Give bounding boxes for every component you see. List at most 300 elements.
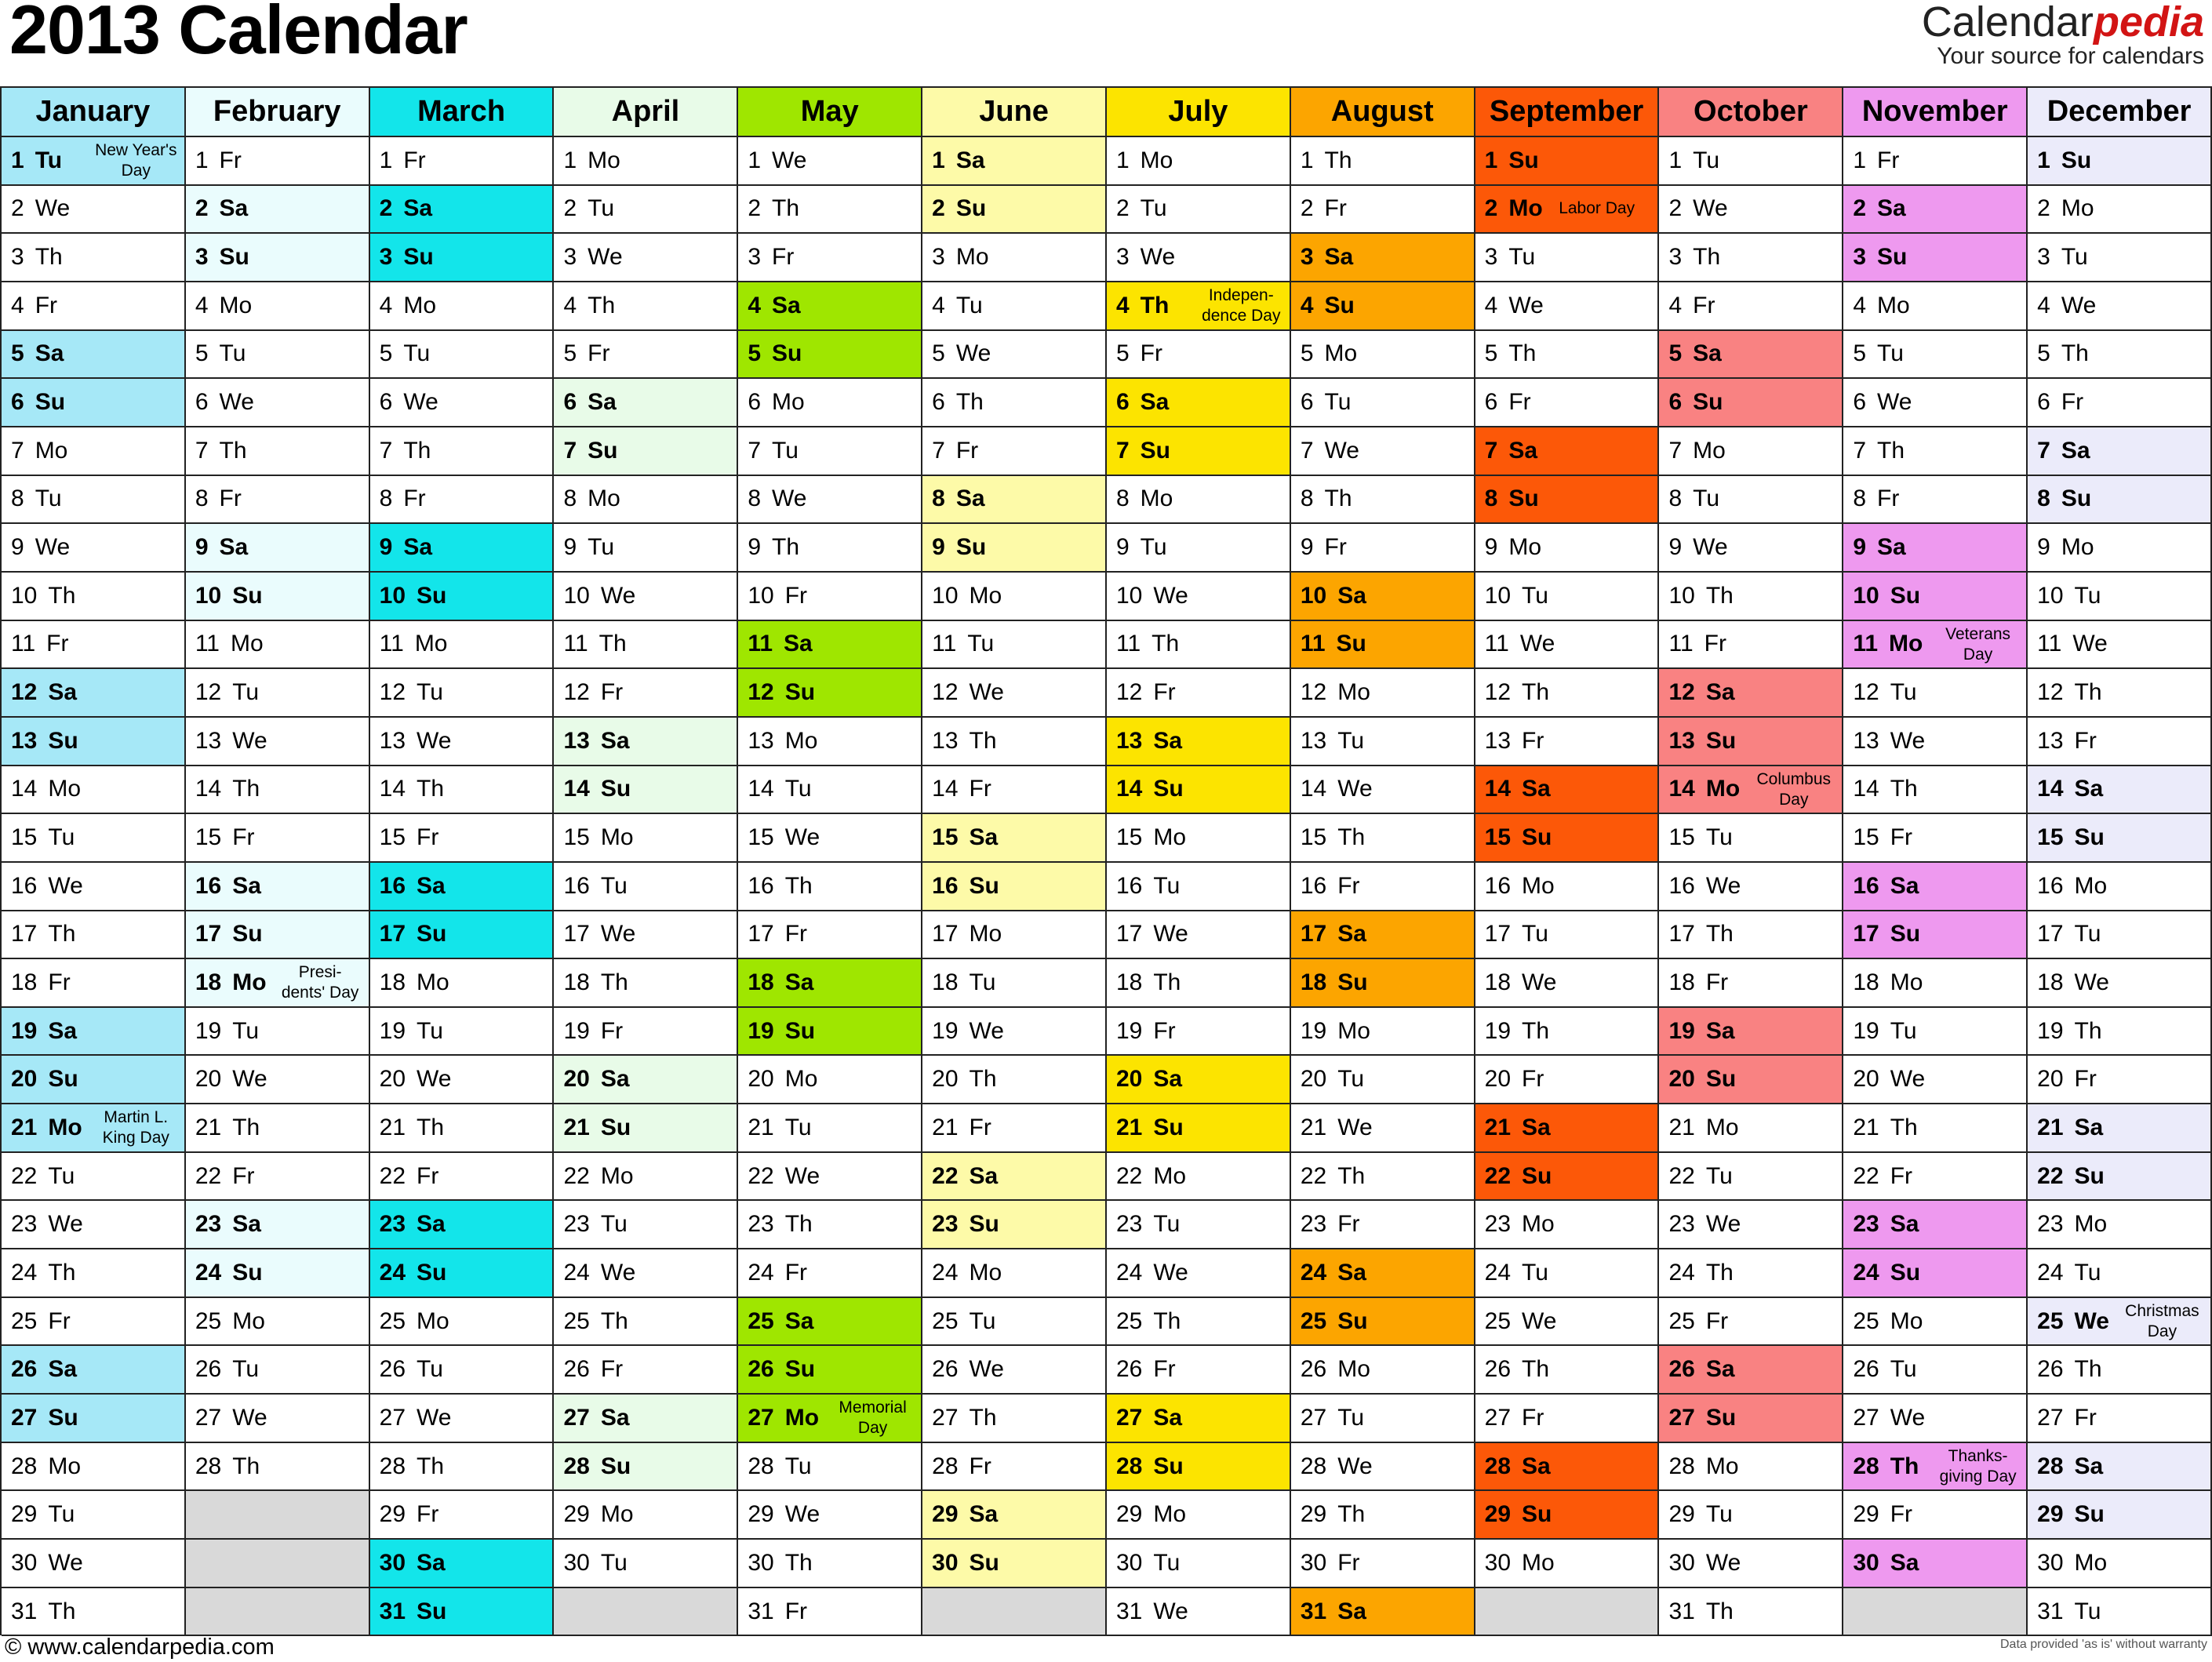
day-of-week: Fr bbox=[600, 1356, 624, 1383]
day-of-week: Sa bbox=[1705, 1017, 1735, 1044]
day-of-week: We bbox=[1153, 1598, 1188, 1624]
day-number: 29 bbox=[563, 1501, 590, 1528]
day-cell bbox=[1475, 282, 1660, 331]
day-number: 4 bbox=[1484, 292, 1498, 318]
day-number: 2 bbox=[563, 195, 577, 222]
brand-logo[interactable] bbox=[1922, 0, 2204, 69]
day-of-week: Mo bbox=[772, 389, 805, 416]
day-cell bbox=[922, 911, 1107, 960]
day-cell bbox=[1659, 1395, 1843, 1443]
month-header-june: June bbox=[922, 88, 1107, 137]
day-cell bbox=[922, 1153, 1107, 1202]
day-number: 17 bbox=[2037, 921, 2064, 947]
day-number: 8 bbox=[1115, 486, 1130, 512]
day-cell bbox=[738, 863, 922, 911]
day-number: 20 bbox=[1300, 1066, 1327, 1093]
day-of-week: Th bbox=[784, 1549, 813, 1576]
day-number: 1 bbox=[748, 147, 762, 173]
day-of-week: Fr bbox=[600, 679, 624, 706]
day-of-week: Mo bbox=[1522, 1211, 1555, 1238]
day-cell bbox=[1291, 282, 1475, 331]
day-number: 8 bbox=[1300, 486, 1314, 512]
day-of-week: Tu bbox=[600, 1211, 628, 1238]
day-of-week: Fr bbox=[1140, 340, 1162, 367]
day-of-week: We bbox=[772, 147, 807, 173]
day-number: 12 bbox=[932, 679, 959, 706]
day-of-week: Th bbox=[232, 776, 260, 802]
day-cell bbox=[1843, 1395, 2028, 1443]
day-of-week: Fr bbox=[1890, 1162, 1913, 1189]
day-cell bbox=[1843, 669, 2028, 718]
day-of-week: Tu bbox=[1522, 921, 1548, 947]
day-of-week: Fr bbox=[1337, 872, 1360, 899]
day-number: 9 bbox=[1484, 534, 1498, 561]
day-cell bbox=[738, 427, 922, 476]
day-number: 18 bbox=[379, 969, 406, 995]
day-number: 29 bbox=[11, 1501, 38, 1528]
day-cell bbox=[2028, 573, 2212, 621]
day-number: 6 bbox=[748, 389, 762, 416]
day-of-week: Fr bbox=[1890, 1501, 1913, 1528]
day-number: 27 bbox=[195, 1404, 222, 1431]
day-number: 21 bbox=[563, 1114, 590, 1140]
day-of-week: Tu bbox=[1140, 195, 1167, 222]
day-cell bbox=[2028, 863, 2212, 911]
day-of-week: Sa bbox=[417, 1211, 446, 1238]
day-of-week: Sa bbox=[417, 1549, 446, 1576]
day-of-week: Th bbox=[403, 437, 431, 464]
day-number: 7 bbox=[1300, 437, 1314, 464]
day-number: 18 bbox=[1115, 969, 1143, 995]
day-of-week: Mo bbox=[1890, 969, 1923, 995]
day-number: 11 bbox=[379, 631, 404, 657]
day-of-week: Th bbox=[1522, 679, 1550, 706]
day-number: 30 bbox=[932, 1549, 959, 1576]
day-cell bbox=[1107, 621, 1291, 670]
day-number: 25 bbox=[1668, 1307, 1695, 1334]
day-cell bbox=[370, 427, 555, 476]
day-of-week: Su bbox=[1508, 147, 1539, 173]
day-cell bbox=[922, 718, 1107, 766]
day-number: 2 bbox=[1115, 195, 1130, 222]
day-of-week: We bbox=[417, 1404, 452, 1431]
day-of-week: Tu bbox=[967, 631, 995, 657]
day-number: 19 bbox=[11, 1017, 38, 1044]
day-of-week: Tu bbox=[772, 437, 799, 464]
day-cell bbox=[2028, 1443, 2212, 1492]
day-number: 23 bbox=[379, 1211, 406, 1238]
day-of-week: Th bbox=[1705, 1259, 1734, 1286]
day-number: 21 bbox=[1853, 1114, 1879, 1140]
day-number: 16 bbox=[2037, 872, 2064, 899]
day-cell bbox=[1291, 331, 1475, 380]
day-cell bbox=[554, 524, 738, 573]
day-number: 29 bbox=[932, 1501, 959, 1528]
day-number: 22 bbox=[1115, 1162, 1143, 1189]
day-of-week: Mo bbox=[1890, 1307, 1923, 1334]
day-of-week: Su bbox=[1705, 1404, 1737, 1431]
day-of-week: Mo bbox=[1522, 872, 1555, 899]
day-cell bbox=[922, 959, 1107, 1008]
day-cell bbox=[554, 1056, 738, 1104]
day-number: 29 bbox=[2037, 1501, 2064, 1528]
day-cell bbox=[186, 718, 370, 766]
day-number: 11 bbox=[1300, 631, 1326, 657]
day-number: 2 bbox=[379, 195, 393, 222]
day-cell bbox=[1659, 1249, 1843, 1298]
day-number: 14 bbox=[1300, 776, 1327, 802]
day-number: 14 bbox=[1853, 776, 1879, 802]
day-cell bbox=[2028, 331, 2212, 380]
day-cell bbox=[1659, 186, 1843, 235]
day-of-week: We bbox=[772, 486, 807, 512]
footer-url[interactable]: © www.calendarpedia.com bbox=[5, 1635, 275, 1660]
day-of-week: Mo bbox=[2061, 195, 2094, 222]
day-cell bbox=[2, 1298, 186, 1347]
day-cell bbox=[1291, 234, 1475, 282]
day-cell bbox=[738, 718, 922, 766]
day-number: 5 bbox=[379, 340, 393, 367]
day-of-week: Fr bbox=[48, 969, 71, 995]
day-cell bbox=[554, 863, 738, 911]
day-cell bbox=[922, 814, 1107, 863]
day-number: 24 bbox=[195, 1259, 222, 1286]
day-of-week: Th bbox=[232, 1114, 260, 1140]
day-of-week: Fr bbox=[232, 1162, 255, 1189]
day-of-week: Mo bbox=[1889, 631, 1923, 657]
day-cell bbox=[1291, 1056, 1475, 1104]
day-number: 6 bbox=[2037, 389, 2050, 416]
month-header-january: January bbox=[2, 88, 186, 137]
day-of-week: Su bbox=[1140, 437, 1171, 464]
day-number: 17 bbox=[195, 921, 222, 947]
day-of-week: Su bbox=[1890, 921, 1921, 947]
day-of-week: We bbox=[232, 727, 267, 754]
day-of-week: Th bbox=[48, 582, 76, 609]
day-number: 2 bbox=[1300, 195, 1314, 222]
day-number: 23 bbox=[1300, 1211, 1327, 1238]
day-number: 5 bbox=[2037, 340, 2050, 367]
day-cell bbox=[554, 1346, 738, 1395]
day-of-week: Fr bbox=[784, 1259, 808, 1286]
day-number: 22 bbox=[11, 1162, 38, 1189]
day-of-week: Tu bbox=[1705, 1501, 1733, 1528]
day-number: 16 bbox=[563, 872, 590, 899]
day-number: 17 bbox=[1484, 921, 1512, 947]
day-number: 29 bbox=[379, 1501, 406, 1528]
day-number: 8 bbox=[748, 486, 762, 512]
day-number: 18 bbox=[1300, 969, 1327, 995]
day-of-week: Sa bbox=[1705, 1356, 1735, 1383]
day-of-week: Fr bbox=[46, 631, 69, 657]
day-cell bbox=[554, 959, 738, 1008]
day-cell bbox=[922, 137, 1107, 186]
day-number: 20 bbox=[11, 1066, 38, 1093]
day-cell bbox=[1107, 669, 1291, 718]
day-of-week: Sa bbox=[1877, 534, 1906, 561]
day-of-week: Th bbox=[2074, 1356, 2102, 1383]
month-header-october: October bbox=[1659, 88, 1843, 137]
day-number: 8 bbox=[1853, 486, 1867, 512]
day-of-week: Fr bbox=[1705, 1307, 1729, 1334]
day-number: 3 bbox=[563, 244, 577, 271]
day-cell bbox=[2, 1443, 186, 1492]
day-of-week: Mo bbox=[969, 582, 1002, 609]
day-number: 28 bbox=[1115, 1453, 1143, 1479]
day-of-week: Su bbox=[2061, 486, 2092, 512]
day-cell bbox=[554, 1491, 738, 1540]
day-cell bbox=[1659, 524, 1843, 573]
day-of-week: Su bbox=[1153, 1453, 1184, 1479]
day-of-week: Fr bbox=[1522, 1066, 1544, 1093]
day-of-week: Sa bbox=[219, 534, 249, 561]
day-number: 24 bbox=[2037, 1259, 2064, 1286]
day-cell bbox=[554, 1201, 738, 1249]
holiday-label: Labor Day bbox=[1559, 198, 1635, 217]
day-number: 23 bbox=[1853, 1211, 1879, 1238]
day-of-week: Sa bbox=[48, 1356, 78, 1383]
day-number: 13 bbox=[11, 727, 38, 754]
day-cell bbox=[1107, 1395, 1291, 1443]
day-number: 6 bbox=[1115, 389, 1130, 416]
day-cell bbox=[1291, 1201, 1475, 1249]
day-number: 10 bbox=[379, 582, 406, 609]
day-of-week: Sa bbox=[2074, 1114, 2104, 1140]
day-of-week: Su bbox=[232, 582, 263, 609]
day-of-week: Th bbox=[1140, 292, 1170, 318]
day-cell bbox=[1843, 573, 2028, 621]
day-cell bbox=[554, 476, 738, 525]
day-number: 4 bbox=[1853, 292, 1867, 318]
day-number: 24 bbox=[379, 1259, 406, 1286]
day-number: 7 bbox=[2037, 437, 2050, 464]
day-cell bbox=[1291, 573, 1475, 621]
day-cell bbox=[1475, 476, 1660, 525]
day-cell bbox=[1291, 814, 1475, 863]
day-number: 15 bbox=[932, 824, 959, 851]
day-of-week: Tu bbox=[1877, 340, 1904, 367]
day-number: 22 bbox=[932, 1162, 959, 1189]
day-number: 5 bbox=[195, 340, 209, 367]
day-number: 15 bbox=[1853, 824, 1879, 851]
day-of-week: Fr bbox=[1324, 534, 1347, 561]
day-number: 4 bbox=[195, 292, 209, 318]
day-cell bbox=[370, 1153, 555, 1202]
day-cell bbox=[2, 669, 186, 718]
day-cell bbox=[370, 524, 555, 573]
day-number: 16 bbox=[1484, 872, 1512, 899]
day-of-week: Sa bbox=[1705, 679, 1735, 706]
day-of-week: Th bbox=[1337, 824, 1366, 851]
day-of-week: Mo bbox=[48, 776, 82, 802]
day-of-week: We bbox=[1890, 1066, 1926, 1093]
day-of-week: Mo bbox=[1337, 679, 1370, 706]
day-of-week: Tu bbox=[2074, 921, 2101, 947]
day-of-week: Su bbox=[969, 1211, 999, 1238]
day-of-week: Mo bbox=[48, 1453, 82, 1479]
day-number: 23 bbox=[748, 1211, 774, 1238]
day-cell bbox=[1107, 1588, 1291, 1637]
day-number: 19 bbox=[932, 1017, 959, 1044]
day-of-week: Sa bbox=[969, 1501, 999, 1528]
day-number: 27 bbox=[2037, 1404, 2064, 1431]
day-number: 12 bbox=[1484, 679, 1512, 706]
day-cell bbox=[554, 427, 738, 476]
day-cell bbox=[1107, 1249, 1291, 1298]
day-of-week: We bbox=[2072, 631, 2108, 657]
day-cell bbox=[2, 911, 186, 960]
day-cell bbox=[738, 1201, 922, 1249]
day-cell bbox=[1843, 476, 2028, 525]
day-of-week: Sa bbox=[784, 631, 813, 657]
day-of-week: Fr bbox=[784, 1598, 808, 1624]
day-number: 22 bbox=[1300, 1162, 1327, 1189]
day-of-week: Th bbox=[2074, 679, 2102, 706]
day-of-week: Fr bbox=[403, 486, 426, 512]
day-cell bbox=[1475, 1443, 1660, 1492]
day-number: 9 bbox=[11, 534, 24, 561]
day-cell bbox=[370, 1443, 555, 1492]
day-cell bbox=[1475, 1008, 1660, 1056]
day-number: 12 bbox=[563, 679, 590, 706]
day-of-week: Th bbox=[1890, 776, 1918, 802]
day-number: 8 bbox=[2037, 486, 2050, 512]
day-number: 6 bbox=[11, 389, 24, 416]
day-number: 7 bbox=[1853, 437, 1867, 464]
day-of-week: We bbox=[417, 727, 452, 754]
day-of-week: Sa bbox=[1337, 582, 1366, 609]
day-cell bbox=[186, 911, 370, 960]
day-cell bbox=[370, 476, 555, 525]
day-cell bbox=[1659, 427, 1843, 476]
day-cell bbox=[738, 911, 922, 960]
day-cell bbox=[1843, 1540, 2028, 1588]
day-of-week: Su bbox=[1522, 1501, 1552, 1528]
day-number: 30 bbox=[563, 1549, 590, 1576]
day-number: 5 bbox=[1853, 340, 1867, 367]
day-number: 24 bbox=[748, 1259, 774, 1286]
day-of-week: We bbox=[48, 1549, 83, 1576]
day-of-week: Fr bbox=[35, 292, 58, 318]
day-cell bbox=[738, 234, 922, 282]
day-of-week: Mo bbox=[230, 631, 264, 657]
day-of-week: Th bbox=[1522, 1017, 1550, 1044]
day-cell bbox=[1475, 186, 1660, 235]
day-number: 30 bbox=[1115, 1549, 1143, 1576]
day-cell bbox=[186, 137, 370, 186]
day-cell bbox=[2028, 1153, 2212, 1202]
day-cell bbox=[1843, 621, 2028, 670]
day-cell bbox=[1659, 911, 1843, 960]
day-of-week: Sa bbox=[1877, 195, 1906, 222]
day-cell bbox=[738, 1298, 922, 1347]
day-cell bbox=[2028, 1008, 2212, 1056]
day-of-week: Mo bbox=[1324, 340, 1358, 367]
day-of-week: We bbox=[1693, 534, 1728, 561]
day-cell bbox=[2, 186, 186, 235]
day-cell bbox=[1659, 282, 1843, 331]
day-of-week: Tu bbox=[1890, 1356, 1917, 1383]
holiday-label: Memorial Day bbox=[839, 1398, 907, 1438]
day-of-week: Su bbox=[1877, 244, 1908, 271]
day-of-week: Su bbox=[417, 1598, 447, 1624]
day-cell bbox=[1107, 1153, 1291, 1202]
day-cell bbox=[186, 1201, 370, 1249]
day-number: 1 bbox=[1300, 147, 1314, 173]
day-cell bbox=[1291, 1540, 1475, 1588]
day-cell bbox=[1107, 427, 1291, 476]
day-number: 7 bbox=[748, 437, 762, 464]
day-number: 5 bbox=[932, 340, 945, 367]
day-number: 2 bbox=[2037, 195, 2050, 222]
day-of-week: Th bbox=[969, 727, 997, 754]
day-cell bbox=[370, 186, 555, 235]
day-cell bbox=[186, 379, 370, 427]
day-of-week: Sa bbox=[772, 292, 801, 318]
day-number: 26 bbox=[1484, 1356, 1512, 1383]
day-cell bbox=[2, 1249, 186, 1298]
day-number: 18 bbox=[1853, 969, 1879, 995]
day-cell bbox=[1843, 427, 2028, 476]
day-of-week: Fr bbox=[955, 437, 979, 464]
day-number: 5 bbox=[563, 340, 577, 367]
day-cell bbox=[2028, 137, 2212, 186]
day-cell bbox=[1659, 137, 1843, 186]
day-cell bbox=[2028, 1201, 2212, 1249]
day-cell bbox=[370, 234, 555, 282]
day-number: 7 bbox=[379, 437, 393, 464]
day-of-week: Mo bbox=[1877, 292, 1910, 318]
day-of-week: Mo bbox=[48, 1114, 82, 1140]
day-cell bbox=[1843, 137, 2028, 186]
day-number: 23 bbox=[1115, 1211, 1143, 1238]
day-number: 19 bbox=[1668, 1017, 1695, 1044]
month-header-april: April bbox=[554, 88, 738, 137]
day-cell bbox=[186, 1443, 370, 1492]
day-of-week: Fr bbox=[219, 147, 242, 173]
day-of-week: Th bbox=[772, 534, 800, 561]
day-cell bbox=[1475, 427, 1660, 476]
day-number: 10 bbox=[2037, 582, 2064, 609]
day-cell bbox=[1659, 476, 1843, 525]
day-of-week: Th bbox=[1705, 921, 1734, 947]
day-cell bbox=[2, 331, 186, 380]
empty-day-cell bbox=[922, 1588, 1107, 1637]
day-of-week: Su bbox=[35, 389, 66, 416]
day-number: 16 bbox=[1853, 872, 1879, 899]
day-cell bbox=[1475, 766, 1660, 815]
day-cell bbox=[1107, 524, 1291, 573]
day-number: 10 bbox=[1668, 582, 1695, 609]
day-number: 2 bbox=[11, 195, 24, 222]
day-of-week: Su bbox=[772, 340, 802, 367]
day-number: 26 bbox=[195, 1356, 222, 1383]
day-number: 18 bbox=[932, 969, 959, 995]
day-cell bbox=[922, 186, 1107, 235]
day-of-week: Th bbox=[1705, 1598, 1734, 1624]
day-of-week: Fr bbox=[772, 244, 795, 271]
day-number: 5 bbox=[1300, 340, 1314, 367]
day-cell bbox=[1659, 621, 1843, 670]
day-cell bbox=[2028, 186, 2212, 235]
day-cell bbox=[2, 379, 186, 427]
day-cell bbox=[1475, 524, 1660, 573]
day-of-week: Th bbox=[955, 389, 984, 416]
day-number: 1 bbox=[1484, 147, 1498, 173]
day-number: 16 bbox=[379, 872, 406, 899]
day-cell bbox=[370, 814, 555, 863]
day-number: 13 bbox=[563, 727, 590, 754]
